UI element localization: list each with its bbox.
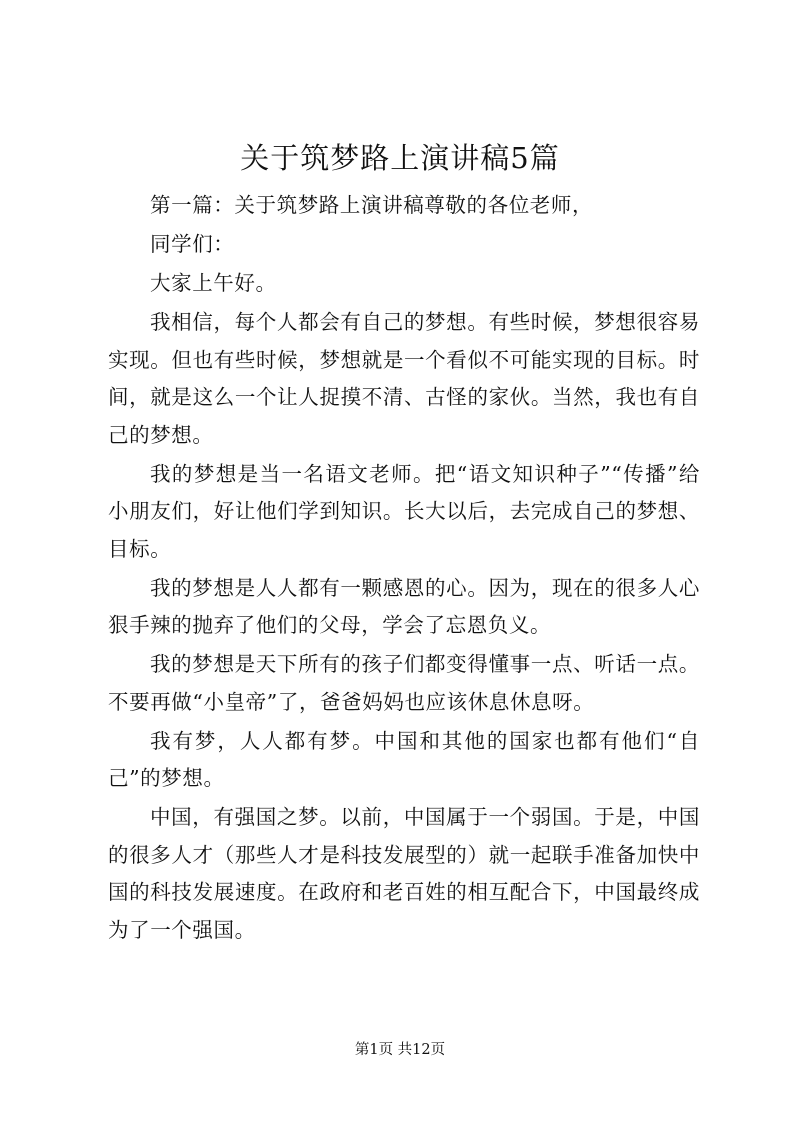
document-title: 关于筑梦路上演讲稿5篇: [240, 141, 560, 175]
page-number-footer: 第1页 共12页: [354, 1042, 446, 1058]
paragraph: 我的梦想是人人都有一颗感恩的心。因为，现在的很多人心狠手辣的抛弃了他们的父母，学会了忘恩负义。: [108, 575, 700, 637]
paragraph: 我相信，每个人都会有自己的梦想。有些时候，梦想很容易实现。但也有些时候，梦想就是一个看似不可能实现的目标。时间，就是这么一个让人捉摸不清、古怪的家伙。当然，我也有自己的梦想。: [108, 310, 700, 447]
paragraph: 同学们：: [150, 232, 235, 256]
paragraph: 中国，有强国之梦。以前，中国属于一个弱国。于是，中国的很多人才（那些人才是科技发展型的）就一起联手准备加快中国的科技发展速度。在政府和老百姓的相互配合下，中国最终成为了一个强国。: [108, 805, 700, 942]
paragraph: 大家上午好。: [150, 271, 277, 295]
paragraph: 我的梦想是天下所有的孩子们都变得懂事一点、听话一点。不要再做“小皇帝”了，爸爸妈妈也应该休息休息呀。: [108, 652, 700, 714]
paragraph: 第一篇：关于筑梦路上演讲稿尊敬的各位老师，: [150, 193, 594, 217]
paragraph: 我的梦想是当一名语文老师。把“语文知识种子”“传播”给小朋友们，好让他们学到知识。长大以后，去完成自己的梦想、目标。: [108, 461, 700, 561]
document-body: [108, 187, 700, 951]
paragraph: 我有梦，人人都有梦。中国和其他的国家也都有他们“自己”的梦想。: [108, 728, 700, 790]
